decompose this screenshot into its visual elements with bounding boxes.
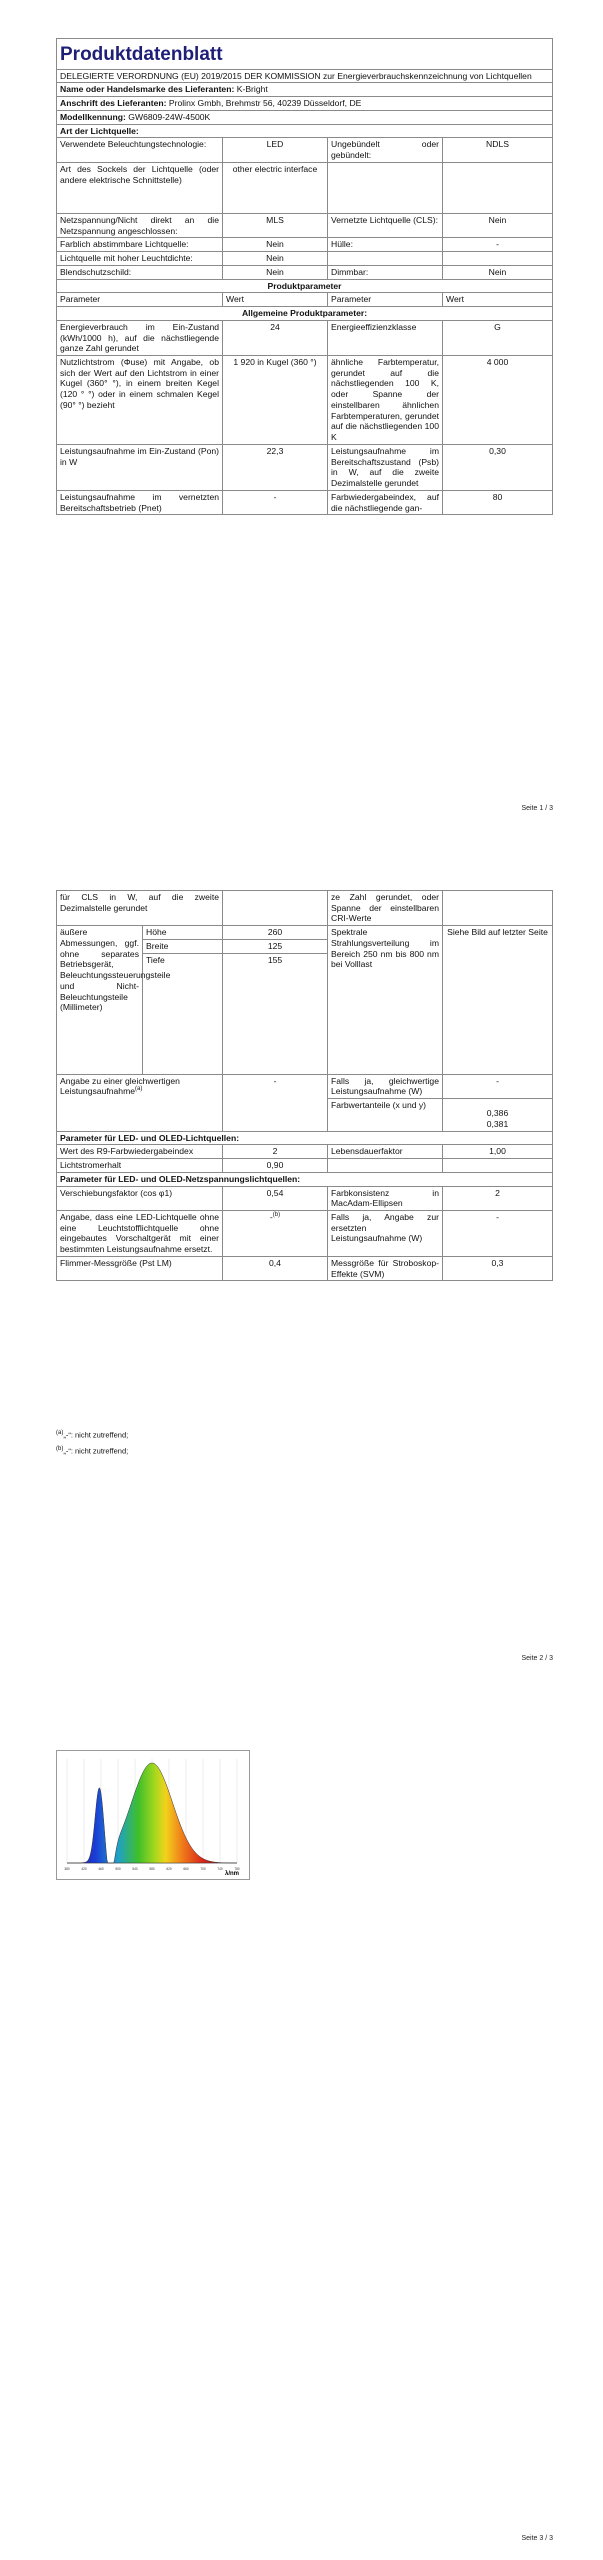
empty-cell bbox=[443, 162, 553, 213]
replacement-claim-text: - bbox=[269, 1212, 273, 1223]
spectral-distribution-value: Siehe Bild auf letzter Seite bbox=[443, 926, 553, 1074]
height-value: 260 bbox=[223, 926, 328, 940]
column-header-parameter: Parameter bbox=[57, 293, 223, 307]
table-row bbox=[57, 444, 553, 490]
page-number: Seite 2 / 3 bbox=[521, 1655, 553, 1662]
page-number: Seite 1 / 3 bbox=[521, 805, 553, 812]
document-title: Produktdatenblatt bbox=[57, 39, 553, 70]
spectrum-curve bbox=[67, 1763, 237, 1863]
tunable-label: Farblich abstimmbare Lichtquelle: bbox=[57, 238, 223, 252]
column-header-parameter: Parameter bbox=[328, 293, 443, 307]
lumen-maintenance-label: Lichtstromerhalt bbox=[57, 1159, 223, 1173]
x-tick-label: 700 bbox=[200, 1867, 206, 1871]
table-row bbox=[57, 490, 553, 514]
x-tick-label: 380 bbox=[64, 1867, 70, 1871]
directional-label: Ungebündelt oder gebündelt: bbox=[328, 138, 443, 162]
height-label: Höhe bbox=[143, 926, 223, 940]
empty-cell bbox=[328, 162, 443, 213]
chromaticity-x: 0,386 bbox=[486, 1108, 509, 1119]
table-row bbox=[57, 1074, 553, 1098]
energy-consumption-value: 24 bbox=[223, 320, 328, 355]
r9-value: 2 bbox=[223, 1145, 328, 1159]
footnote-b-text: „-“: nicht zutreffend; bbox=[63, 1446, 129, 1456]
replaced-power-value: - bbox=[443, 1211, 553, 1257]
page-3 bbox=[0, 1690, 603, 2560]
supplier-address-row bbox=[57, 97, 553, 111]
regulation-text: DELEGIERTE VERORDNUNG (EU) 2019/2015 DER KOMMISSION zur Energieverbrauchskennzeichnung von Lichtquellen bbox=[57, 69, 553, 83]
light-source-type-header: Art der Lichtquelle: bbox=[57, 124, 553, 138]
x-tick-label: 660 bbox=[183, 1867, 189, 1871]
table-row bbox=[57, 1186, 553, 1210]
product-data-table-page1 bbox=[56, 38, 553, 515]
cri-value: 80 bbox=[443, 490, 553, 514]
standby-power-value: 0,30 bbox=[443, 444, 553, 490]
table-header-row bbox=[57, 293, 553, 307]
networked-standby-label: Leistungsaufnahme im vernetzten Bereitschaftsbetrieb (Pnet) bbox=[57, 490, 223, 514]
spectral-distribution-label: Spektrale Strahlungsverteilung im Bereich 250 nm bis 800 nm bei Volllast bbox=[328, 926, 443, 1074]
x-tick-label: 780 bbox=[234, 1867, 240, 1871]
footnote-a bbox=[56, 1430, 128, 1440]
replaced-power-label: Falls ja, Angabe zur ersetzten Leistungsaufnahme (W) bbox=[328, 1211, 443, 1257]
table-row bbox=[57, 1145, 553, 1159]
mains-value: MLS bbox=[223, 213, 328, 237]
table-row bbox=[57, 320, 553, 355]
depth-label: Tiefe bbox=[143, 953, 223, 1074]
footnote-marker-a: (a) bbox=[135, 1086, 143, 1093]
energy-class-label: Energieeffizienzklasse bbox=[328, 320, 443, 355]
x-tick-label: 740 bbox=[217, 1867, 223, 1871]
empty-cell bbox=[328, 1159, 443, 1173]
chromaticity-label: Farbwertanteile (x und y) bbox=[328, 1099, 443, 1131]
page-number: Seite 3 / 3 bbox=[521, 2535, 553, 2542]
table-row bbox=[57, 252, 553, 266]
stroboscopic-metric-value: 0,3 bbox=[443, 1256, 553, 1280]
table-row bbox=[57, 238, 553, 252]
table-row bbox=[57, 1159, 553, 1173]
supplier-address-label: Anschrift des Lieferanten: bbox=[60, 98, 167, 109]
energy-consumption-label: Energieverbrauch im Ein-Zustand (kWh/1000 h), auf die nächstliegende ganze Zahl gerundet bbox=[57, 320, 223, 355]
table-row bbox=[57, 926, 553, 940]
footnote-marker-b: (b) bbox=[272, 1212, 281, 1219]
table-row bbox=[57, 265, 553, 279]
cap-type-label: Art des Sockels der Lichtquelle (oder andere elektrische Schnittstelle) bbox=[57, 162, 223, 213]
table-row bbox=[57, 355, 553, 444]
x-tick-label: 500 bbox=[115, 1867, 121, 1871]
useful-luminous-flux-value: 1 920 in Kugel (360 °) bbox=[223, 355, 328, 444]
spectrum-plot bbox=[57, 1751, 249, 1879]
empty-cell bbox=[443, 1159, 553, 1173]
on-mode-power-label: Leistungsaufnahme im Ein-Zustand (Pon) in W bbox=[57, 444, 223, 490]
cri-label-continued: ze Zahl gerundet, oder Spanne der einstellbaren CRI-Werte bbox=[328, 891, 443, 926]
cct-label: ähnliche Farbtemperatur, gerundet auf die nächstliegenden 100 K, oder Spanne der einstellbaren ähnlichen Farbtemperaturen, gerundet auf die nächstliegenden 100 K bbox=[328, 355, 443, 444]
tunable-value: Nein bbox=[223, 238, 328, 252]
lumen-maintenance-value: 0,90 bbox=[223, 1159, 328, 1173]
dimmable-value: Nein bbox=[443, 265, 553, 279]
colour-consistency-label: Farbkonsistenz in MacAdam-Ellipsen bbox=[328, 1186, 443, 1210]
standby-power-label: Leistungsaufnahme im Bereitschaftszustand (Psb) in W, auf die zweite Dezimalstelle gerundet bbox=[328, 444, 443, 490]
mains-led-parameters-header: Parameter für LED- und OLED-Netzspannungslichtquellen: bbox=[57, 1172, 553, 1186]
model-value: GW6809-24W-4500K bbox=[128, 111, 211, 122]
model-row bbox=[57, 110, 553, 124]
table-row bbox=[57, 1256, 553, 1280]
cri-label: Farbwiedergabeindex, auf die nächstliegende gan- bbox=[328, 490, 443, 514]
supplier-name-label: Name oder Handelsmarke des Lieferanten: bbox=[60, 84, 235, 95]
column-header-value: Wert bbox=[223, 293, 328, 307]
chromaticity-y: 0,381 bbox=[486, 1118, 509, 1129]
survival-factor-label: Lebensdauerfaktor bbox=[328, 1145, 443, 1159]
x-tick-label: 460 bbox=[98, 1867, 104, 1871]
supplier-name-row bbox=[57, 83, 553, 97]
spectrum-x-ticks bbox=[64, 1867, 240, 1871]
displacement-factor-label: Verschiebungsfaktor (cos φ1) bbox=[57, 1186, 223, 1210]
depth-value: 155 bbox=[223, 953, 328, 1074]
envelope-label: Hülle: bbox=[328, 238, 443, 252]
equivalent-power-value: - bbox=[223, 1074, 328, 1131]
supplier-name-value: K-Bright bbox=[236, 84, 268, 95]
networked-standby-continued: für CLS in W, auf die zweite Dezimalstelle gerundet bbox=[57, 891, 223, 926]
flicker-metric-label: Flimmer-Messgröße (Pst LM) bbox=[57, 1256, 223, 1280]
table-row bbox=[57, 1211, 553, 1257]
x-axis-unit: λ/nm bbox=[224, 1871, 239, 1877]
supplier-address-value: Prolinx Gmbh, Brehmstr 56, 40239 Düsseldorf, DE bbox=[168, 98, 362, 109]
width-value: 125 bbox=[223, 939, 328, 953]
page-1 bbox=[0, 0, 603, 830]
dimensions-label: äußere Abmessungen, ggf. ohne separates Betriebsgerät, Beleuchtungssteuerungsteile und Nicht-Beleuchtungsteile (Millimeter) bbox=[57, 926, 143, 1074]
cap-type-value: other electric interface bbox=[223, 162, 328, 213]
empty-cell bbox=[223, 891, 328, 926]
cct-value: 4 000 bbox=[443, 355, 553, 444]
x-tick-label: 620 bbox=[166, 1867, 172, 1871]
displacement-factor-value: 0,54 bbox=[223, 1186, 328, 1210]
equivalent-power-watts-label: Falls ja, gleichwertige Leistungsaufnahme (W) bbox=[328, 1074, 443, 1098]
model-label: Modellkennung: bbox=[60, 111, 126, 122]
survival-factor-value: 1,00 bbox=[443, 1145, 553, 1159]
spectral-distribution-figure bbox=[56, 1750, 250, 1880]
footnote-a-mark: (a) bbox=[56, 1430, 64, 1436]
product-parameters-header: Produktparameter bbox=[57, 279, 553, 293]
on-mode-power-value: 22,3 bbox=[223, 444, 328, 490]
led-parameters-header: Parameter für LED- und OLED-Lichtquellen: bbox=[57, 1131, 553, 1145]
chromaticity-values bbox=[443, 1099, 553, 1131]
technology-label: Verwendete Beleuchtungstechnologie: bbox=[57, 138, 223, 162]
x-tick-label: 540 bbox=[132, 1867, 138, 1871]
equivalent-power-label bbox=[57, 1074, 223, 1131]
product-data-table-page2 bbox=[56, 890, 553, 1281]
table-row bbox=[57, 213, 553, 237]
x-tick-label: 420 bbox=[81, 1867, 87, 1871]
anti-glare-value: Nein bbox=[223, 265, 328, 279]
column-header-value: Wert bbox=[443, 293, 553, 307]
equivalent-power-text: Angabe zu einer gleichwertigen Leistungsaufnahme bbox=[60, 1075, 180, 1097]
replacement-claim-value bbox=[223, 1211, 328, 1257]
width-label: Breite bbox=[143, 939, 223, 953]
r9-label: Wert des R9-Farbwiedergabeindex bbox=[57, 1145, 223, 1159]
empty-cell bbox=[328, 252, 443, 266]
table-row bbox=[57, 891, 553, 926]
cls-value: Nein bbox=[443, 213, 553, 237]
empty-cell bbox=[443, 252, 553, 266]
colour-consistency-value: 2 bbox=[443, 1186, 553, 1210]
useful-luminous-flux-label: Nutzlichtstrom (Φuse) mit Angabe, ob sich der Wert auf den Lichtstrom in einer Kugel (360° °), in einem breiten Kegel (120 ° °) oder in einem schmalen Kegel (90° °) bezieht bbox=[57, 355, 223, 444]
replacement-claim-label: Angabe, dass eine LED-Lichtquelle ohne eine Leuchtstofflichtquelle ohne eingebautes Vorschaltgerät mit einer bestimmten Leistungsaufnahme ersetzt. bbox=[57, 1211, 223, 1257]
x-tick-label: 580 bbox=[149, 1867, 155, 1871]
table-row bbox=[57, 162, 553, 213]
directional-value: NDLS bbox=[443, 138, 553, 162]
envelope-value: - bbox=[443, 238, 553, 252]
general-parameters-header: Allgemeine Produktparameter: bbox=[57, 307, 553, 321]
anti-glare-label: Blendschutzschild: bbox=[57, 265, 223, 279]
empty-cell bbox=[443, 891, 553, 926]
flicker-metric-value: 0,4 bbox=[223, 1256, 328, 1280]
cls-label: Vernetzte Lichtquelle (CLS): bbox=[328, 213, 443, 237]
mains-label: Netzspannung/Nicht direkt an die Netzspannung angeschlossen: bbox=[57, 213, 223, 237]
table-row bbox=[57, 138, 553, 162]
equivalent-power-watts-value: - bbox=[443, 1074, 553, 1098]
energy-class-value: G bbox=[443, 320, 553, 355]
networked-standby-value: - bbox=[223, 490, 328, 514]
footnote-a-text: „-“: nicht zutreffend; bbox=[63, 1430, 129, 1440]
high-luminance-value: Nein bbox=[223, 252, 328, 266]
footnote-b bbox=[56, 1446, 128, 1456]
page-2 bbox=[0, 890, 603, 1690]
high-luminance-label: Lichtquelle mit hoher Leuchtdichte: bbox=[57, 252, 223, 266]
dimmable-label: Dimmbar: bbox=[328, 265, 443, 279]
footnote-b-mark: (b) bbox=[56, 1446, 64, 1452]
technology-value: LED bbox=[223, 138, 328, 162]
stroboscopic-metric-label: Messgröße für Stroboskop-Effekte (SVM) bbox=[328, 1256, 443, 1280]
